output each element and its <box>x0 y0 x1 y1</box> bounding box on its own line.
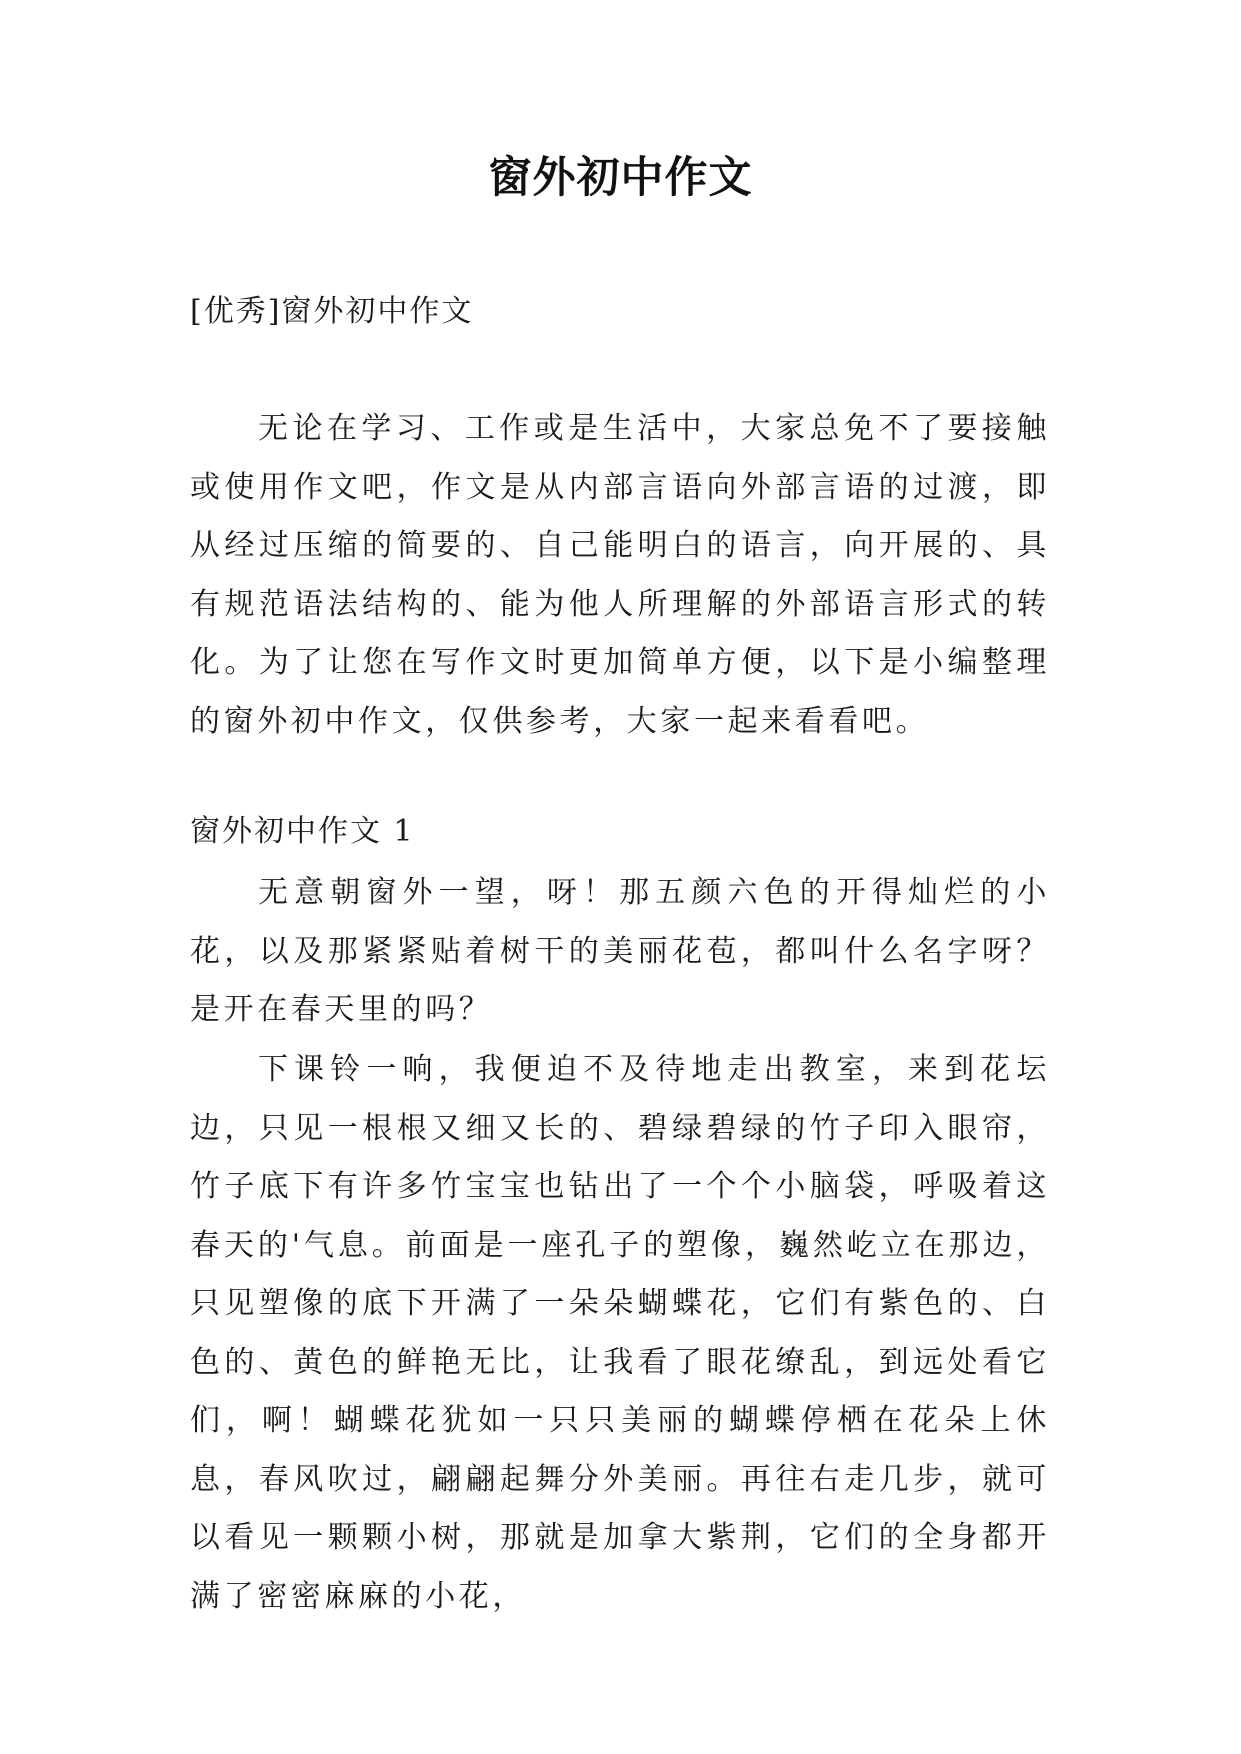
section-heading: 窗外初中作文 1 <box>190 814 415 849</box>
body-paragraph-1: 无意朝窗外一望，呀！那五颜六色的开得灿烂的小花，以及那紧紧贴着树干的美丽花苞，都叫什么名字呀？是开在春天里的吗？ <box>190 875 1050 1027</box>
intro-paragraph: 无论在学习、工作或是生活中，大家总免不了要接触或使用作文吧，作文是从内部言语向外部言语的过渡，即从经过压缩的简要的、自己能明白的语言，向开展的、具有规范语法结构的、能为他人所理解的外部语言形式的转化。为了让您在写作文时更加简单方便，以下是小编整理的窗外初中作文，仅供参考，大家一起来看看吧。 <box>190 411 1050 739</box>
body-paragraph-2: 下课铃一响，我便迫不及待地走出教室，来到花坛边，只见一根根又细又长的、碧绿碧绿的竹子印入眼帘，竹子底下有许多竹宝宝也钻出了一个个小脑袋，呼吸着这春天的'气息。前面是一座孔子的塑像，巍然屹立在那边，只见塑像的底下开满了一朵朵蝴蝶花，它们有紫色的、白色的、黄色的鲜艳无比，让我看了眼花缭乱，到远处看它们，啊！蝴蝶花犹如一只只美丽的蝴蝶停栖在花朵上休息，春风吹过，翩翩起舞分外美丽。再往右走几步，就可以看见一颗颗小树，那就是加拿大紫荆，它们的全身都开满了密密麻麻的小花， <box>190 1052 1050 1614</box>
document-title: 窗外初中作文 <box>488 153 753 203</box>
document-subtitle: [优秀]窗外初中作文 <box>190 294 474 329</box>
